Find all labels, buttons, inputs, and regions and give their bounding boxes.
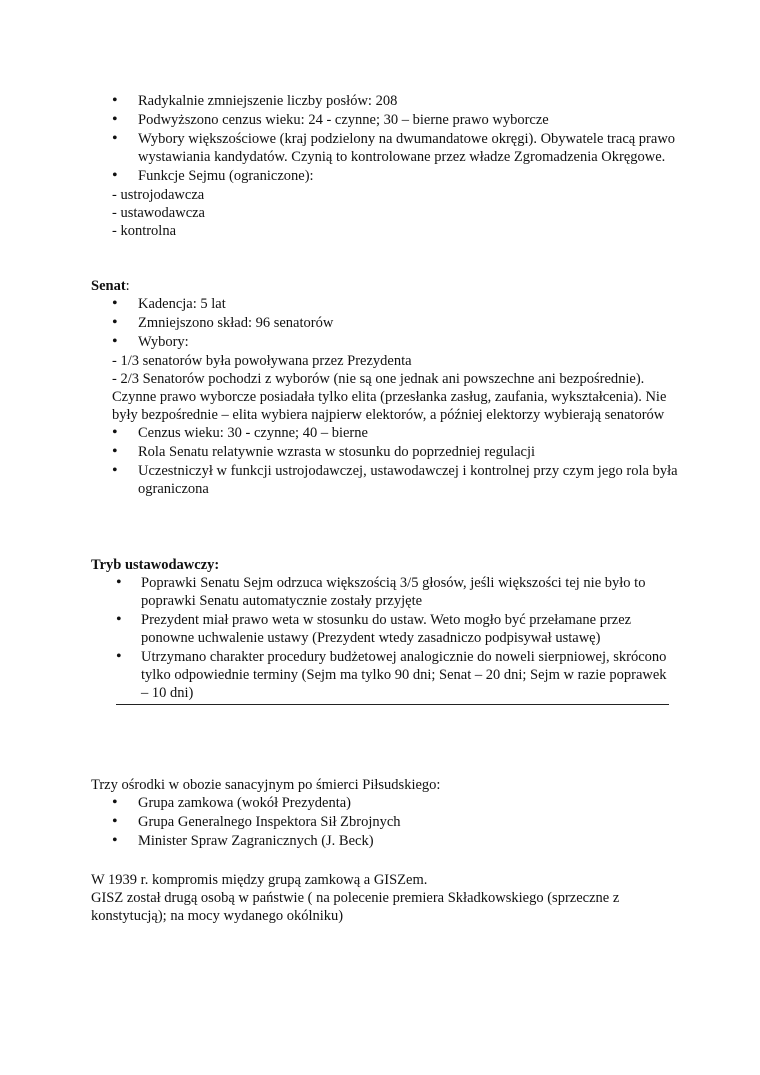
tryb-heading: Tryb ustawodawczy:: [91, 557, 220, 573]
osrodki-intro: Trzy ośrodki w obozie sanacyjnym po śmierci Piłsudskiego:: [91, 777, 441, 793]
list-item: • Minister Spraw Zagranicznych (J. Beck): [0, 832, 760, 850]
list-item: • Funkcje Sejmu (ograniczone):: [0, 167, 760, 185]
tryb-section: [0, 556, 760, 703]
senat-heading-text: Senat: [91, 278, 126, 294]
tryb-bullet-list: [0, 574, 760, 702]
sejm-section: [0, 92, 760, 240]
dash-item: - kontrolna: [112, 223, 177, 239]
senat-heading-colon: :: [125, 278, 130, 294]
list-item: • Rola Senatu relatywnie wzrasta w stosunku do poprzedniej regulacji: [0, 443, 760, 461]
osrodki-section: [0, 776, 760, 851]
list-item: • Uczestniczył w funkcji ustrojodawczej, ustawodawczej i kontrolnej przy czym jego rola była ograniczona: [0, 462, 760, 498]
list-item: • Wybory większościowe (kraj podzielony na dwumandatowe okręgi). Obywatele tracą prawo wystawiania kandydatów. Czynią to kontrolowane przez władze Zgromadzenia Okręgowe.: [0, 130, 760, 166]
kompromis-section: [0, 871, 760, 925]
sejm-bullet-list: [0, 92, 760, 185]
paragraph: GISZ został drugą osobą w państwie ( na polecenie premiera Składkowskiego (sprzeczne z konstytucją); na mocy wydanego okólniku): [91, 890, 620, 924]
horizontal-rule: [116, 704, 669, 705]
senat-bullet-list-2: [0, 424, 760, 498]
dash-item: - ustawodawcza: [112, 205, 205, 221]
senat-bullet-list: [0, 295, 760, 351]
list-item: • Wybory:: [0, 333, 760, 351]
list-item: • Kadencja: 5 lat: [0, 295, 760, 313]
dash-item: - 2/3 Senatorów pochodzi z wyborów (nie są one jednak ani powszechne ani bezpośrednie). Czynne prawo wyborcze posiadała tylko elita (przesłanka zasług, zaufania, wykształcenia). Nie były bezpośrednie – elita wybiera najpierw elektorów, a później elektorzy wybierają senatorów: [112, 371, 667, 423]
senat-heading: [0, 277, 760, 295]
osrodki-bullet-list: [0, 794, 760, 850]
list-item: • Grupa zamkowa (wokół Prezydenta): [0, 794, 760, 812]
list-item: • Grupa Generalnego Inspektora Sił Zbrojnych: [0, 813, 760, 831]
list-item: • Prezydent miał prawo weta w stosunku do ustaw. Weto mogło być przełamane przez ponowne uchwalenie ustawy (Prezydent wtedy zasadniczo podpisywał ustawę): [0, 611, 760, 647]
list-item: • Cenzus wieku: 30 - czynne; 40 – bierne: [0, 424, 760, 442]
list-item: • Podwyższono cenzus wieku: 24 - czynne; 30 – bierne prawo wyborcze: [0, 111, 760, 129]
dash-item: - ustrojodawcza: [112, 187, 205, 203]
list-item: • Poprawki Senatu Sejm odrzuca większością 3/5 głosów, jeśli większości tej nie było to poprawki Senatu automatycznie zostały przyjęte: [0, 574, 760, 610]
list-item: • Zmniejszono skład: 96 senatorów: [0, 314, 760, 332]
paragraph: W 1939 r. kompromis między grupą zamkową a GISZem.: [91, 872, 428, 888]
senat-section: [0, 277, 760, 499]
list-item: • Radykalnie zmniejszenie liczby posłów: 208: [0, 92, 760, 110]
list-item: • Utrzymano charakter procedury budżetowej analogicznie do noweli sierpniowej, skrócono tylko odpowiednie terminy (Sejm ma tylko 90 dni; Senat – 20 dni; Sejm w razie poprawek – 10 dni): [0, 648, 760, 702]
dash-item: - 1/3 senatorów była powoływana przez Prezydenta: [112, 353, 412, 369]
